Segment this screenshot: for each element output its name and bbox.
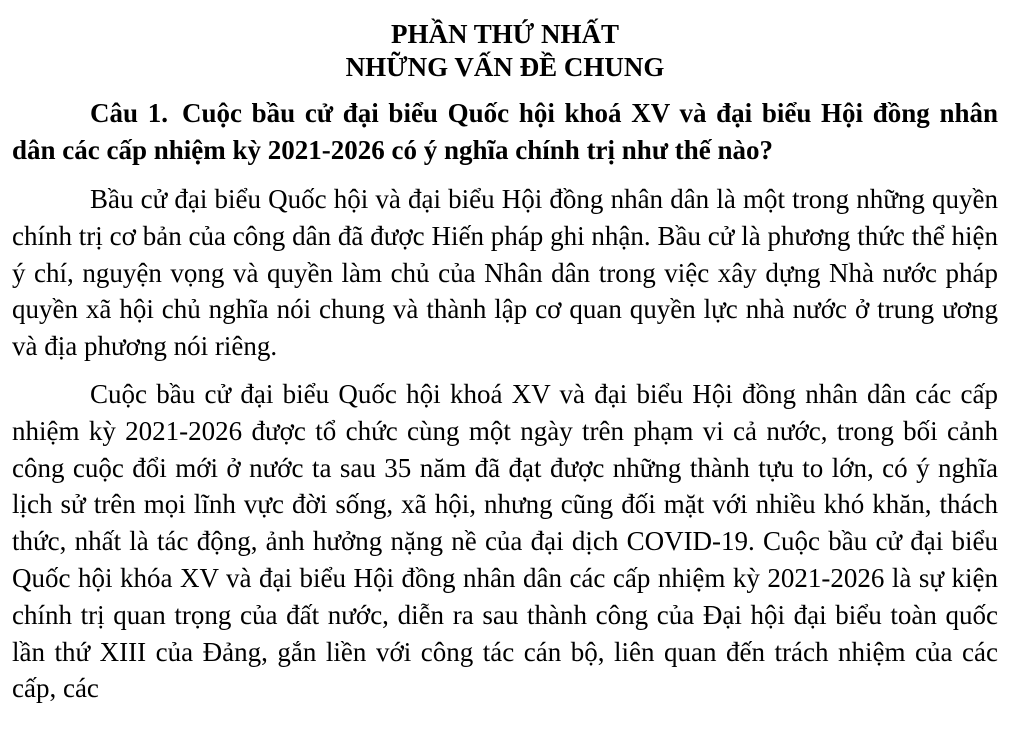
body-paragraph-2: Cuộc bầu cử đại biểu Quốc hội khoá XV và đại biểu Hội đồng nhân dân các cấp nhiệm kỳ 2021-2026 được tổ chức cùng một ngày trên phạm vi cả nước, trong bối cảnh công cuộc đổi mới ở nước ta sau 35 năm đã đạt được những thành tựu to lớn, có ý nghĩa lịch sử trên mọi lĩnh vực đời sống, xã hội, nhưng cũng đối mặt với nhiều khó khăn, thách thức, nhất là tác động, ảnh hưởng nặng nề của đại dịch COVID-19. Cuộc bầu cử đại biểu Quốc hội khóa XV và đại biểu Hội đồng nhân dân các cấp nhiệm kỳ 2021-2026 là sự kiện chính trị quan trọng của đất nước, diễn ra sau thành công của Đại hội đại biểu toàn quốc lần thứ XIII của Đảng, gắn liền với công tác cán bộ, liên quan đến trách nhiệm của các cấp, các	[12, 378, 998, 704]
part-title: PHẦN THỨ NHẤT	[390, 19, 619, 49]
body-paragraph-1: Bầu cử đại biểu Quốc hội và đại biểu Hội đồng nhân dân là một trong những quyền chính trị cơ bản của công dân đã được Hiến pháp ghi nhận. Bầu cử là phương thức thể hiện ý chí, nguyện vọng và quyền làm chủ của Nhân dân trong việc xây dựng Nhà nước pháp quyền xã hội chủ nghĩa nói chung và thành lập cơ quan quyền lực nhà nước ở trung ương và địa phương nói riêng.	[12, 184, 998, 362]
question-number: Câu 1.	[90, 98, 168, 128]
section-subtitle: NHỮNG VẤN ĐỀ CHUNG	[345, 52, 665, 82]
question-heading	[12, 95, 998, 169]
question-text: Cuộc bầu cử đại biểu Quốc hội khoá XV và đại biểu Hội đồng nhân dân các cấp nhiệm kỳ 2021-2026 có ý nghĩa chính trị như thế nào?	[12, 98, 998, 165]
